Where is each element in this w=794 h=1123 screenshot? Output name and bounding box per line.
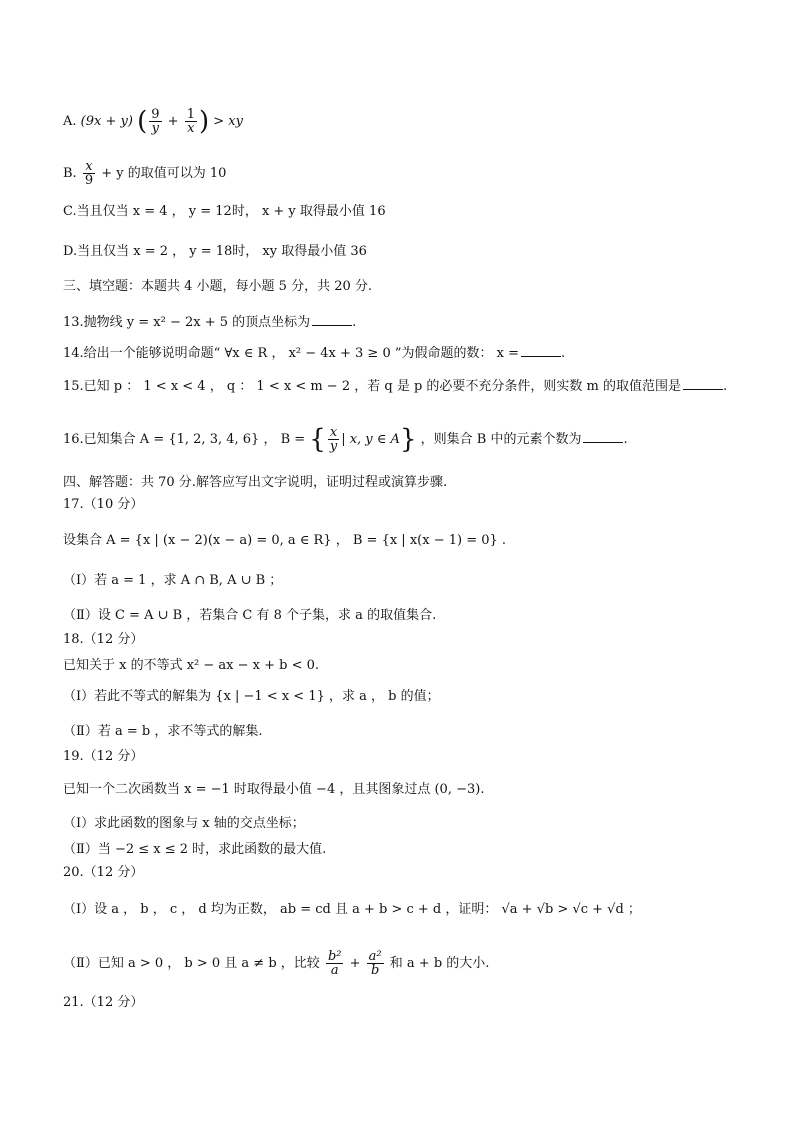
q18-part-2: （Ⅱ）若 a = b ，求不等式的解集. — [63, 724, 263, 739]
q17-part-1: （Ⅰ）若 a = 1 ，求 A ∩ B, A ∪ B ； — [63, 573, 283, 588]
section-4-title: 四、解答题：共 70 分.解答应写出文字说明，证明过程或演算步骤. — [63, 475, 448, 490]
q14-blank — [521, 344, 561, 357]
q15-text: 15.已知 p ： 1 < x < 4 ， q ： 1 < x < m − 2 ，若 q 是 p 的必要不充分条件，则实数 m 的取值范围是 — [63, 379, 682, 394]
option-a-frac1-num: 9 — [151, 107, 160, 122]
q17-stem: 设集合 A = {x | (x − 2)(x − a) = 0, a ∈ R} ， B = {x | x(x − 1) = 0} . — [63, 533, 507, 548]
question-16 — [63, 426, 628, 453]
q14-end: . — [561, 346, 566, 361]
q17-head: 17.（10 分） — [63, 497, 144, 512]
option-a-frac1 — [149, 108, 161, 135]
q18-part-1: （Ⅰ）若此不等式的解集为 {x | −1 < x < 1} ，求 a ， b 的值； — [63, 689, 440, 704]
q16-suffix: ，则集合 B 中的元素个数为 — [420, 432, 582, 447]
section-3-title: 三、填空题：本题共 4 小题，每小题 5 分，共 20 分. — [63, 279, 373, 294]
option-a — [63, 108, 243, 135]
q20-head: 20.（12 分） — [63, 865, 144, 880]
option-a-plus: + — [167, 114, 179, 129]
q13-blank — [312, 313, 352, 326]
q16-left-brace: { — [309, 424, 326, 455]
q20-p2-plus: + — [349, 956, 361, 971]
option-b-frac-den: 9 — [84, 173, 94, 188]
q16-frac-den: y — [329, 439, 338, 454]
q13-end: . — [352, 315, 357, 330]
q19-part-2: （Ⅱ）当 −2 ≤ x ≤ 2 时，求此函数的最大值. — [63, 842, 327, 857]
q19-part-1: （Ⅰ）求此函数的图象与 x 轴的交点坐标； — [63, 816, 305, 831]
option-a-frac2 — [185, 108, 197, 135]
q16-blank — [583, 430, 623, 443]
option-a-right-paren: ) — [198, 106, 210, 137]
q16-frac-num: x — [329, 425, 338, 440]
q16-right-brace: } — [399, 424, 417, 455]
question-14 — [63, 344, 565, 363]
q20-p2-frac2-num: a² — [368, 949, 382, 964]
question-15 — [63, 377, 727, 396]
q20-p2-frac1-den: a — [330, 963, 339, 978]
q20-p2-frac2 — [367, 950, 384, 977]
q19-stem: 已知一个二次函数当 x = −1 时取得最小值 −4 ，且其图象过点 (0, −3). — [63, 782, 485, 797]
q13-text: 13.抛物线 y = x² − 2x + 5 的顶点坐标为 — [63, 315, 311, 330]
q18-head: 18.（12 分） — [63, 632, 144, 647]
q20-p2-frac1-num: b² — [327, 949, 342, 964]
q19-head: 19.（12 分） — [63, 749, 144, 764]
q16-mid: | x, y ∈ A — [341, 432, 400, 447]
q16-prefix: 16.已知集合 A = {1, 2, 3, 4, 6} ， B = — [63, 432, 310, 447]
option-b-frac — [83, 160, 95, 187]
q17-part-2: （Ⅱ）设 C = A ∪ B ，若集合 C 有 8 个子集，求 a 的取值集合. — [63, 608, 437, 623]
question-13 — [63, 313, 356, 332]
option-b-label: B. — [63, 166, 77, 181]
q21-head: 21.（12 分） — [63, 995, 144, 1010]
q16-frac — [328, 426, 339, 453]
option-a-left-paren: ( — [137, 106, 148, 137]
option-a-label: A. — [63, 114, 77, 129]
q20-p2-prefix: （Ⅱ）已知 a > 0 ， b > 0 且 a ≠ b ，比较 — [63, 956, 320, 971]
option-b — [63, 160, 226, 187]
q15-blank — [683, 377, 723, 390]
option-c: C.当且仅当 x = 4 ， y = 12时， x + y 取得最小值 16 — [63, 204, 386, 219]
q20-p2-frac2-den: b — [370, 963, 380, 978]
option-d: D.当且仅当 x = 2 ， y = 18时， xy 取得最小值 36 — [63, 244, 367, 259]
option-a-frac2-den: x — [187, 121, 195, 136]
option-a-prefix: (9x + y) — [80, 114, 133, 129]
q20-p2-suffix: 和 a + b 的大小. — [389, 956, 490, 971]
option-a-suffix: > xy — [213, 114, 243, 129]
option-b-frac-num: x — [85, 159, 93, 174]
q18-stem: 已知关于 x 的不等式 x² − ax − x + b < 0. — [63, 658, 320, 673]
q16-end: . — [623, 432, 628, 447]
q15-end: . — [723, 379, 728, 394]
q20-part-2 — [63, 950, 489, 977]
option-b-rest: + y 的取值可以为 10 — [101, 166, 227, 181]
q20-p2-frac1 — [326, 950, 344, 977]
option-a-frac2-num: 1 — [186, 107, 195, 122]
option-a-frac1-den: y — [151, 121, 160, 136]
q20-part-1: （Ⅰ）设 a ， b ， c ， d 均为正数， ab = cd 且 a + b > c + d ，证明： √a + √b > √c + √d ； — [63, 902, 641, 917]
q14-text: 14.给出一个能够说明命题“ ∀x ∈ R ， x² − 4x + 3 ≥ 0 ”为假命题的数： x = — [63, 346, 519, 361]
